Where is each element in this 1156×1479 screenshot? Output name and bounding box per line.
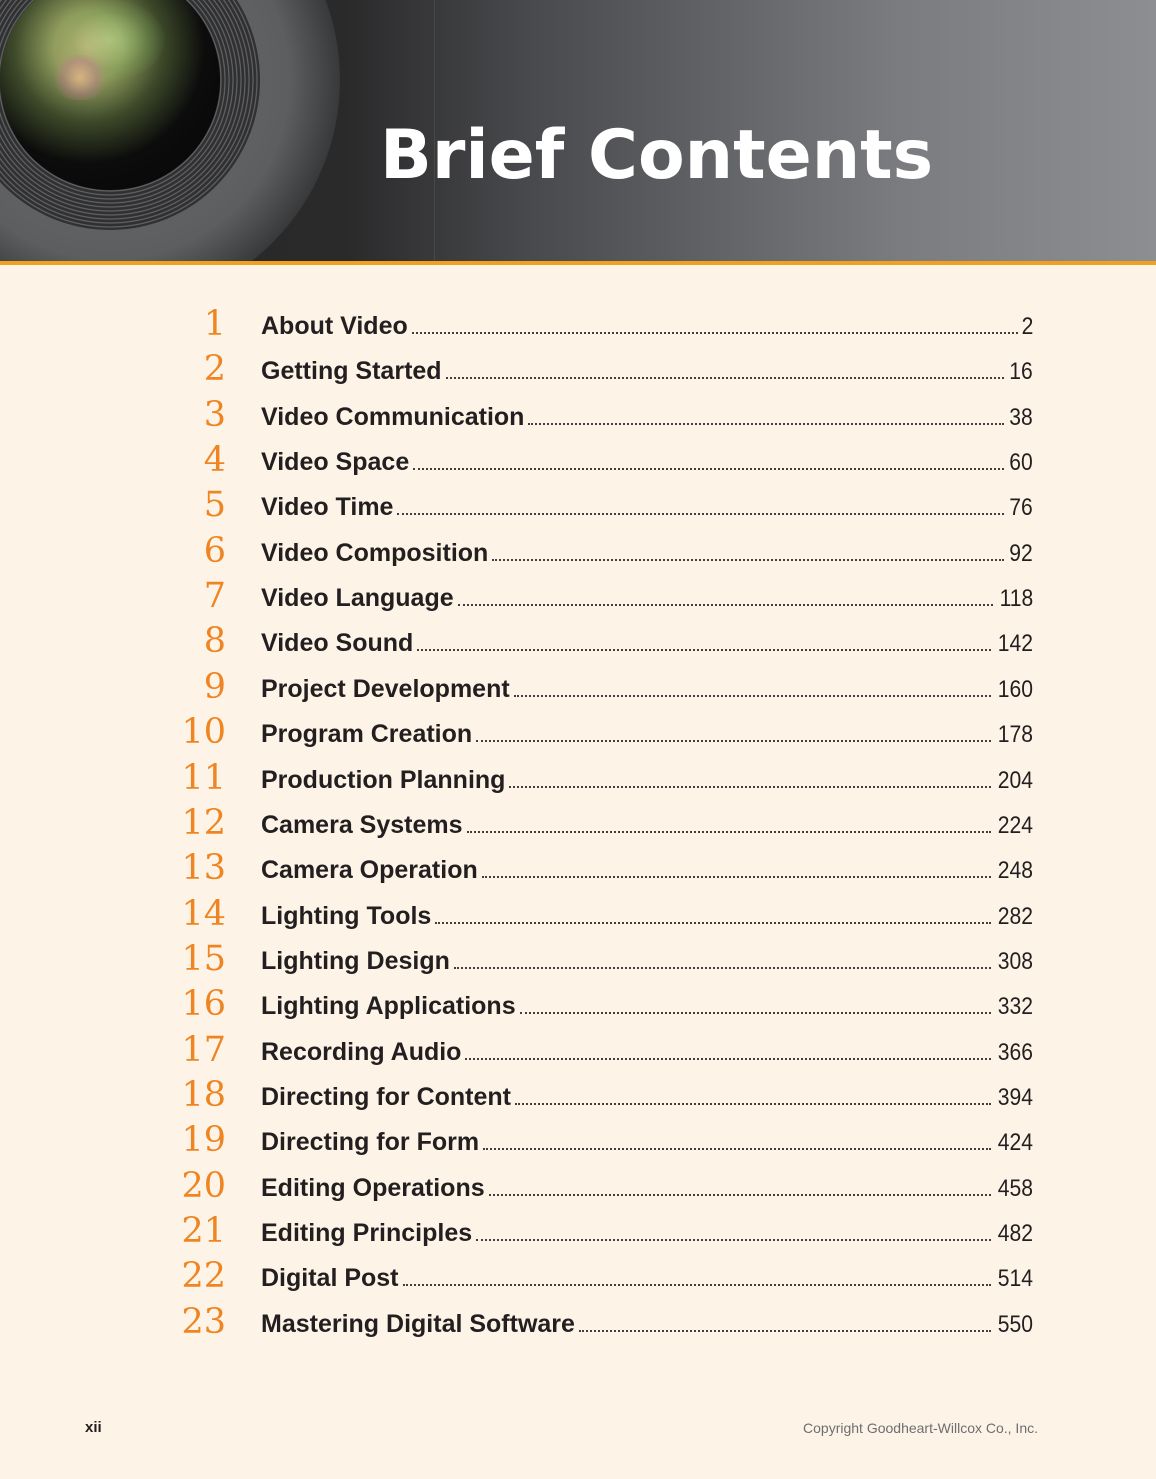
dot-leader xyxy=(413,468,1004,470)
dot-leader xyxy=(482,876,991,878)
page-number: 550 xyxy=(997,1310,1033,1338)
dot-leader xyxy=(489,1194,991,1196)
dot-leader xyxy=(579,1330,991,1332)
chapter-number: 2 xyxy=(203,349,226,390)
chapter-number: 13 xyxy=(181,848,226,889)
chapter-title[interactable]: Video Communication xyxy=(261,402,525,431)
chapter-number: 12 xyxy=(181,802,226,843)
chapter-number: 8 xyxy=(203,621,226,662)
chapter-title[interactable]: Recording Audio xyxy=(261,1037,462,1066)
chapter-number: 6 xyxy=(203,530,226,571)
header-banner xyxy=(0,0,1156,262)
chapter-title[interactable]: Production Planning xyxy=(261,765,506,794)
toc-entry-line xyxy=(261,1038,1033,1067)
toc-entry[interactable] xyxy=(0,667,1156,712)
dot-leader xyxy=(465,1058,991,1060)
toc-entry-line xyxy=(261,1128,1033,1157)
toc-entry[interactable] xyxy=(0,1030,1156,1075)
toc-entry[interactable] xyxy=(0,758,1156,803)
toc-entry-line xyxy=(261,675,1033,704)
dot-leader xyxy=(509,786,991,788)
dot-leader xyxy=(403,1284,991,1286)
copyright-notice: Copyright Goodheart-Willcox Co., Inc. xyxy=(803,1420,1038,1436)
chapter-title[interactable]: Program Creation xyxy=(261,720,473,749)
page-title: Brief Contents xyxy=(380,116,934,195)
dot-leader xyxy=(446,377,1005,379)
page-folio: xii xyxy=(85,1419,102,1436)
dot-leader xyxy=(435,922,991,924)
dot-leader xyxy=(417,649,991,651)
toc-entry[interactable] xyxy=(0,349,1156,394)
toc-entry-line xyxy=(261,312,1033,341)
chapter-number: 1 xyxy=(203,304,226,344)
toc-entry-line xyxy=(261,811,1033,840)
chapter-title[interactable]: Editing Operations xyxy=(261,1173,485,1202)
page-number: 60 xyxy=(1009,449,1033,477)
dot-leader xyxy=(492,559,1004,561)
chapter-number: 20 xyxy=(181,1165,226,1206)
dot-leader xyxy=(412,332,1018,334)
toc-entry[interactable] xyxy=(0,1302,1156,1347)
toc-entry[interactable] xyxy=(0,1211,1156,1256)
accent-rule xyxy=(0,261,1156,265)
chapter-number: 17 xyxy=(181,1029,226,1070)
page-number: 160 xyxy=(997,675,1033,703)
page-number: 248 xyxy=(997,857,1033,885)
page-number: 394 xyxy=(997,1083,1033,1111)
lens-flare-graphic xyxy=(55,55,105,100)
chapter-title[interactable]: Digital Post xyxy=(261,1264,399,1293)
toc-entry[interactable] xyxy=(0,712,1156,757)
page-number: 424 xyxy=(997,1129,1033,1157)
page-number: 308 xyxy=(997,947,1033,975)
toc-entry[interactable] xyxy=(0,1256,1156,1301)
chapter-number: 16 xyxy=(181,984,226,1025)
toc-entry-line xyxy=(261,856,1033,885)
chapter-title[interactable]: Video Composition xyxy=(261,538,489,567)
dot-leader xyxy=(458,604,993,606)
toc-entry-line xyxy=(261,629,1033,658)
toc-entry-line xyxy=(261,766,1033,795)
dot-leader xyxy=(514,695,991,697)
toc-entry[interactable] xyxy=(0,1166,1156,1211)
chapter-title[interactable]: Camera Operation xyxy=(261,856,478,885)
chapter-number: 15 xyxy=(181,938,226,979)
chapter-title[interactable]: Camera Systems xyxy=(261,810,463,839)
chapter-number: 22 xyxy=(181,1256,226,1297)
toc-entry-line xyxy=(261,902,1033,931)
page-number: 482 xyxy=(997,1220,1033,1247)
chapter-number: 14 xyxy=(181,893,226,934)
page-number: 282 xyxy=(997,902,1033,930)
chapter-number: 5 xyxy=(203,485,226,526)
toc-entry[interactable] xyxy=(0,531,1156,576)
toc-entry-line xyxy=(261,1083,1033,1112)
toc-entry[interactable] xyxy=(0,1075,1156,1120)
toc-entry-line xyxy=(261,720,1033,749)
dot-leader xyxy=(454,967,991,969)
chapter-title[interactable]: Editing Principles xyxy=(261,1219,473,1247)
toc-entry[interactable] xyxy=(0,395,1156,440)
page-number: 2 xyxy=(1021,313,1033,340)
chapter-title[interactable]: Video Time xyxy=(261,493,394,522)
page-number: 366 xyxy=(997,1038,1033,1066)
toc-entry[interactable] xyxy=(0,304,1156,349)
toc-entry[interactable] xyxy=(0,939,1156,984)
page-number: 178 xyxy=(997,721,1033,749)
page-number: 224 xyxy=(997,811,1033,839)
toc-entry[interactable] xyxy=(0,803,1156,848)
toc-entry[interactable] xyxy=(0,576,1156,621)
chapter-title[interactable]: Lighting Tools xyxy=(261,901,432,930)
page-number: 16 xyxy=(1009,358,1033,386)
chapter-title[interactable]: Project Development xyxy=(261,674,510,703)
page-number: 458 xyxy=(997,1174,1033,1202)
dot-leader xyxy=(520,1012,991,1014)
toc-entry[interactable] xyxy=(0,848,1156,893)
dot-leader xyxy=(397,513,1004,515)
toc-entry[interactable] xyxy=(0,440,1156,485)
page-number: 514 xyxy=(997,1265,1033,1293)
page-number: 76 xyxy=(1009,494,1033,522)
chapter-number: 3 xyxy=(203,394,226,435)
chapter-number: 10 xyxy=(181,712,226,753)
toc-entry[interactable] xyxy=(0,984,1156,1029)
chapter-title[interactable]: Lighting Applications xyxy=(261,992,516,1021)
page-number: 142 xyxy=(997,630,1033,658)
toc-entry-line xyxy=(261,539,1033,568)
toc-entry-line xyxy=(261,992,1033,1021)
toc-entry[interactable] xyxy=(0,894,1156,939)
chapter-number: 11 xyxy=(181,757,226,798)
dot-leader xyxy=(467,831,991,833)
toc-entry-line xyxy=(261,1174,1033,1203)
toc-entry-line xyxy=(261,1310,1033,1339)
chapter-title[interactable]: About Video xyxy=(261,312,408,340)
toc-entry-line xyxy=(261,584,1033,613)
toc-entry[interactable] xyxy=(0,485,1156,530)
chapter-number: 19 xyxy=(181,1120,226,1161)
dot-leader xyxy=(476,1239,991,1241)
toc-entry[interactable] xyxy=(0,621,1156,666)
chapter-number: 23 xyxy=(181,1301,226,1342)
dot-leader xyxy=(476,740,991,742)
chapter-number: 4 xyxy=(203,440,226,481)
toc-entry-line xyxy=(261,448,1033,477)
chapter-title[interactable]: Video Sound xyxy=(261,629,414,658)
page-number: 118 xyxy=(999,585,1033,613)
toc-entry-line xyxy=(261,403,1033,432)
chapter-number: 21 xyxy=(181,1211,226,1251)
toc-entry-line xyxy=(261,1219,1033,1248)
chapter-number: 7 xyxy=(203,576,226,617)
chapter-number: 9 xyxy=(203,666,226,707)
page-number: 92 xyxy=(1009,539,1033,567)
toc-entry[interactable] xyxy=(0,1120,1156,1165)
page-number: 38 xyxy=(1009,403,1033,431)
chapter-title[interactable]: Video Space xyxy=(261,448,410,477)
chapter-number: 18 xyxy=(181,1074,226,1115)
page-number: 204 xyxy=(997,766,1033,794)
chapter-title[interactable]: Directing for Form xyxy=(261,1128,480,1157)
toc-entry-line xyxy=(261,947,1033,976)
dot-leader xyxy=(483,1148,991,1150)
toc-entry-line xyxy=(261,1264,1033,1293)
chapter-title[interactable]: Getting Started xyxy=(261,357,442,386)
toc-entry-line xyxy=(261,357,1033,386)
dot-leader xyxy=(515,1103,991,1105)
page-number: 332 xyxy=(997,993,1033,1021)
toc-entry-line xyxy=(261,493,1033,522)
chapter-title[interactable]: Lighting Design xyxy=(261,946,450,975)
chapter-title[interactable]: Video Language xyxy=(261,584,454,613)
chapter-title[interactable]: Directing for Content xyxy=(261,1082,511,1111)
dot-leader xyxy=(528,423,1004,425)
chapter-title[interactable]: Mastering Digital Software xyxy=(261,1309,575,1338)
